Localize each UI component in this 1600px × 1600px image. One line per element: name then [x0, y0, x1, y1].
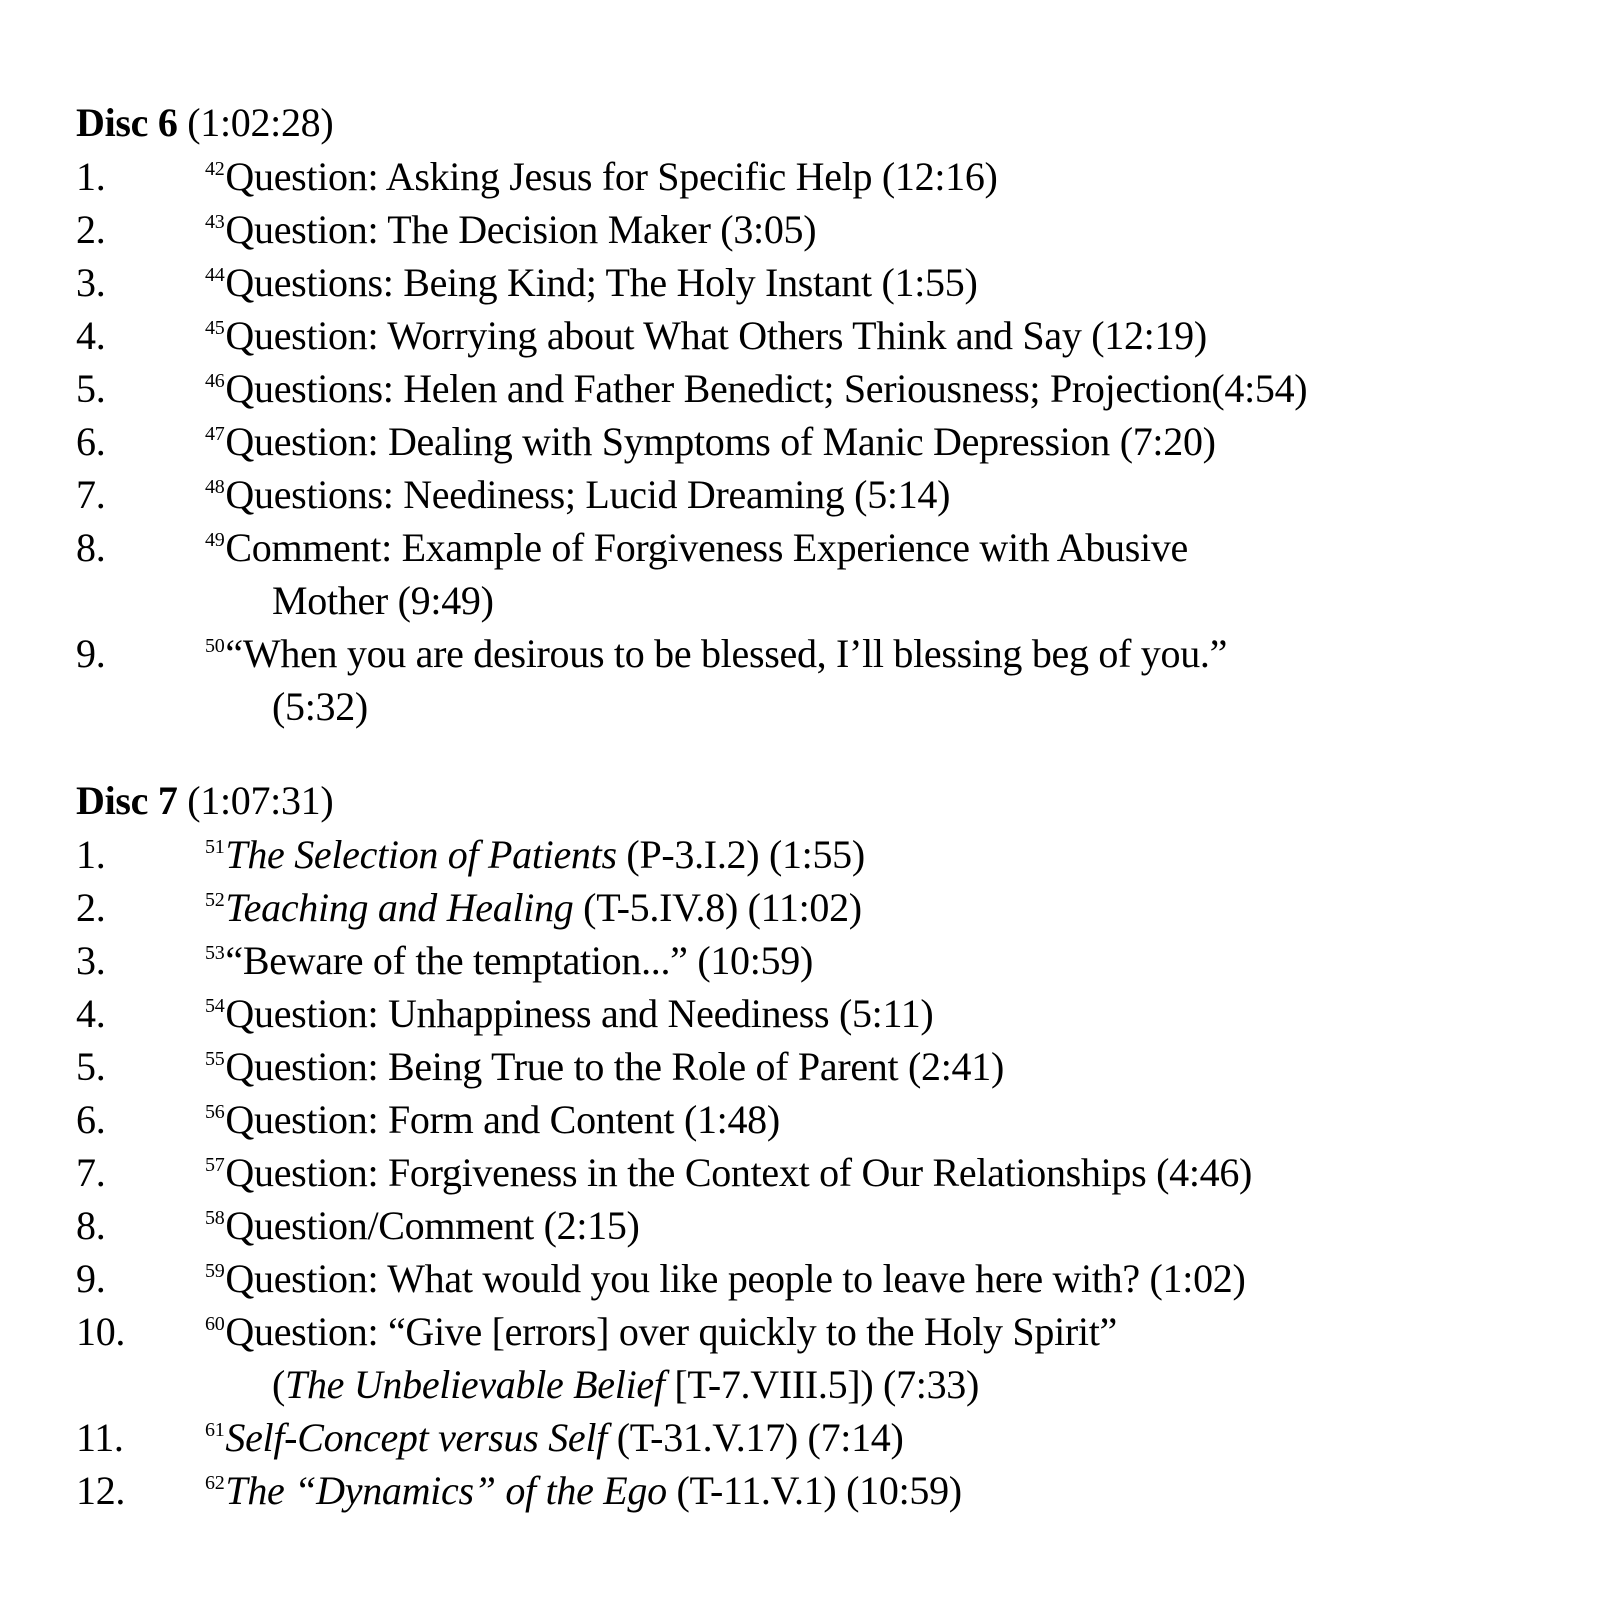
track-number: 7.	[76, 472, 106, 517]
footnote-ref: 57	[205, 1154, 225, 1176]
track-title-text: Question/Comment (2:15)	[225, 1203, 640, 1248]
track-title-italic: The Unbelievable Belief	[285, 1362, 665, 1407]
track-title-text: Question: Asking Jesus for Specific Help (12:16)	[225, 154, 998, 199]
disc-title: Disc 7	[76, 778, 178, 823]
track-title-text: Question: Being True to the Role of Parent (2:41)	[225, 1044, 1004, 1089]
track-title-text: Questions: Helen and Father Benedict; Seriousness; Projection(4:54)	[225, 366, 1308, 411]
footnote-ref: 62	[205, 1472, 225, 1494]
track-number: 4.	[76, 313, 106, 358]
track-title	[205, 203, 816, 264]
track-title	[205, 415, 1216, 476]
track-title-text: Question: Dealing with Symptoms of Manic Depression (7:20)	[225, 419, 1216, 464]
track-title	[205, 987, 933, 1048]
track-title	[205, 309, 1207, 370]
track-number: 4.	[76, 991, 106, 1036]
track-number: 2.	[76, 207, 106, 252]
track-number: 6.	[76, 419, 106, 464]
disc-duration: (1:02:28)	[187, 100, 334, 145]
track-title	[205, 1093, 780, 1154]
footnote-ref: 42	[205, 158, 225, 180]
track-title	[205, 1146, 1252, 1207]
track-number: 5.	[76, 366, 106, 411]
track-title-text: Questions: Being Kind; The Holy Instant (1:55)	[225, 260, 978, 305]
track-title-text: Question: Form and Content (1:48)	[225, 1097, 780, 1142]
track-title	[205, 1252, 1246, 1313]
track-number: 12.	[76, 1468, 126, 1513]
footnote-ref: 49	[205, 529, 225, 551]
track-title	[205, 362, 1307, 423]
track-number: 1.	[76, 154, 106, 199]
track-title-text: [T-7.VIII.5]) (7:33)	[664, 1362, 980, 1407]
footnote-ref: 55	[205, 1048, 225, 1070]
track-title-continuation	[272, 1358, 979, 1411]
track-title-text: Question: Unhappiness and Neediness (5:11)	[225, 991, 934, 1036]
disc-duration: (1:07:31)	[187, 778, 334, 823]
track-number: 10.	[76, 1309, 126, 1354]
track-title	[205, 1411, 904, 1472]
track-number: 6.	[76, 1097, 106, 1142]
track-title-continuation	[272, 574, 494, 627]
track-title	[205, 521, 1188, 582]
footnote-ref: 50	[205, 635, 225, 657]
track-title-text: Question: The Decision Maker (3:05)	[225, 207, 817, 252]
track-number: 1.	[76, 832, 106, 877]
track-number: 2.	[76, 885, 106, 930]
track-title-italic: The Selection of Patients	[225, 832, 617, 877]
track-title	[205, 256, 977, 317]
track-number: 9.	[76, 1256, 106, 1301]
track-title-text: (P-3.I.2) (1:55)	[616, 832, 865, 877]
track-title-text: (T-5.IV.8) (11:02)	[573, 885, 862, 930]
track-title-text: “When you are desirous to be blessed, I’ll blessing beg of you.”	[225, 631, 1228, 676]
track-title-italic: Teaching and Healing	[225, 885, 574, 930]
track-title-text: Comment: Example of Forgiveness Experience with Abusive	[225, 525, 1188, 570]
footnote-ref: 58	[205, 1207, 225, 1229]
track-title-italic: Self-Concept versus Self	[225, 1415, 607, 1460]
track-number: 5.	[76, 1044, 106, 1089]
track-title-text: (T-31.V.17) (7:14)	[607, 1415, 904, 1460]
footnote-ref: 43	[205, 211, 225, 233]
track-title-text: Question: Worrying about What Others Think and Say (12:19)	[225, 313, 1207, 358]
footnote-ref: 48	[205, 476, 225, 498]
track-title-continuation	[272, 680, 368, 733]
track-number: 3.	[76, 260, 106, 305]
track-title-text: “Beware of the temptation...” (10:59)	[225, 938, 813, 983]
track-number: 3.	[76, 938, 106, 983]
track-title	[205, 1040, 1004, 1101]
track-title	[205, 934, 813, 995]
track-title-italic: The “Dynamics” of the Ego	[225, 1468, 667, 1513]
footnote-ref: 53	[205, 942, 225, 964]
track-number: 8.	[76, 1203, 106, 1248]
footnote-ref: 51	[205, 836, 225, 858]
footnote-ref: 56	[205, 1101, 225, 1123]
track-title	[205, 150, 998, 211]
track-title	[205, 627, 1227, 688]
track-number: 7.	[76, 1150, 106, 1195]
track-title	[205, 1464, 962, 1525]
track-title	[205, 828, 865, 889]
disc-heading	[76, 774, 333, 827]
disc-heading	[76, 96, 333, 149]
footnote-ref: 54	[205, 995, 225, 1017]
footnote-ref: 45	[205, 317, 225, 339]
track-title	[205, 881, 862, 942]
footnote-ref: 60	[205, 1313, 225, 1335]
footnote-ref: 44	[205, 264, 225, 286]
track-title-text: Question: “Give [errors] over quickly to the Holy Spirit”	[225, 1309, 1117, 1354]
disc-title: Disc 6	[76, 100, 178, 145]
track-title	[205, 1199, 640, 1260]
track-title-text: Questions: Neediness; Lucid Dreaming (5:14)	[225, 472, 951, 517]
track-number: 11.	[76, 1415, 124, 1460]
footnote-ref: 47	[205, 423, 225, 445]
track-title-text: Question: Forgiveness in the Context of Our Relationships (4:46)	[225, 1150, 1253, 1195]
footnote-ref: 59	[205, 1260, 225, 1282]
footnote-ref: 61	[205, 1419, 225, 1441]
track-title-text: Question: What would you like people to leave here with? (1:02)	[225, 1256, 1246, 1301]
track-title-text: (	[272, 1362, 286, 1407]
track-number: 9.	[76, 631, 106, 676]
track-title-text: (T-11.V.1) (10:59)	[666, 1468, 962, 1513]
track-number: 8.	[76, 525, 106, 570]
footnote-ref: 52	[205, 889, 225, 911]
footnote-ref: 46	[205, 370, 225, 392]
track-title	[205, 1305, 1117, 1366]
track-title	[205, 468, 950, 529]
track-title-text: (5:32)	[272, 684, 368, 729]
track-title-text: Mother (9:49)	[272, 578, 494, 623]
